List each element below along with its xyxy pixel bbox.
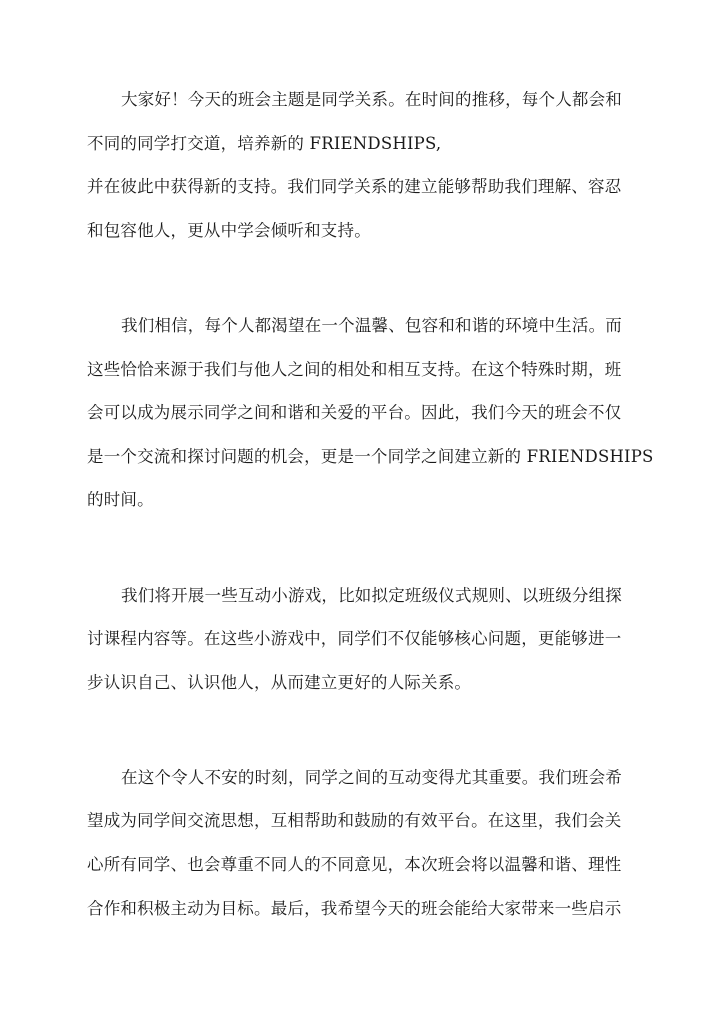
text-line: 会可以成为展示同学之间和谐和关爱的平台。因此，我们今天的班会不仅 (87, 403, 622, 422)
text-line: 不同的同学打交道，培养新的 FRIENDSHIPS, (87, 134, 442, 153)
text-line: 讨课程内容等。在这些小游戏中，同学们不仅能够核心问题，更能够进一 (87, 629, 622, 648)
text-line: 并在彼此中获得新的支持。我们同学关系的建立能够帮助我们理解、容忍 (87, 177, 622, 196)
text-line: 步认识自己、认识他人，从而建立更好的人际关系。 (87, 673, 472, 692)
text-line: 大家好！今天的班会主题是同学关系。在时间的推移，每个人都会和 (121, 90, 622, 109)
text-line: 和包容他人，更从中学会倾听和支持。 (87, 221, 371, 240)
text-line: 的时间。 (87, 490, 154, 509)
text-line: 心所有同学、也会尊重不同人的不同意见，本次班会将以温馨和谐、理性 (87, 855, 622, 874)
text-line: 我们相信，每个人都渴望在一个温馨、包容和和谐的环境中生活。而 (121, 316, 622, 335)
text-line: 合作和积极主动为目标。最后，我希望今天的班会能给大家带来一些启示 (87, 899, 622, 918)
text-line: 望成为同学间交流思想，互相帮助和鼓励的有效平台。在这里，我们会关 (87, 811, 622, 830)
text-line: 我们将开展一些互动小游戏，比如拟定班级仪式规则、以班级分组探 (121, 586, 622, 605)
text-line: 在这个令人不安的时刻，同学之间的互动变得尤其重要。我们班会希 (121, 768, 622, 787)
text-line: 这些恰恰来源于我们与他人之间的相处和相互支持。在这个特殊时期，班 (87, 360, 622, 379)
text-line: 是一个交流和探讨问题的机会，更是一个同学之间建立新的 FRIENDSHIPS (87, 447, 654, 466)
